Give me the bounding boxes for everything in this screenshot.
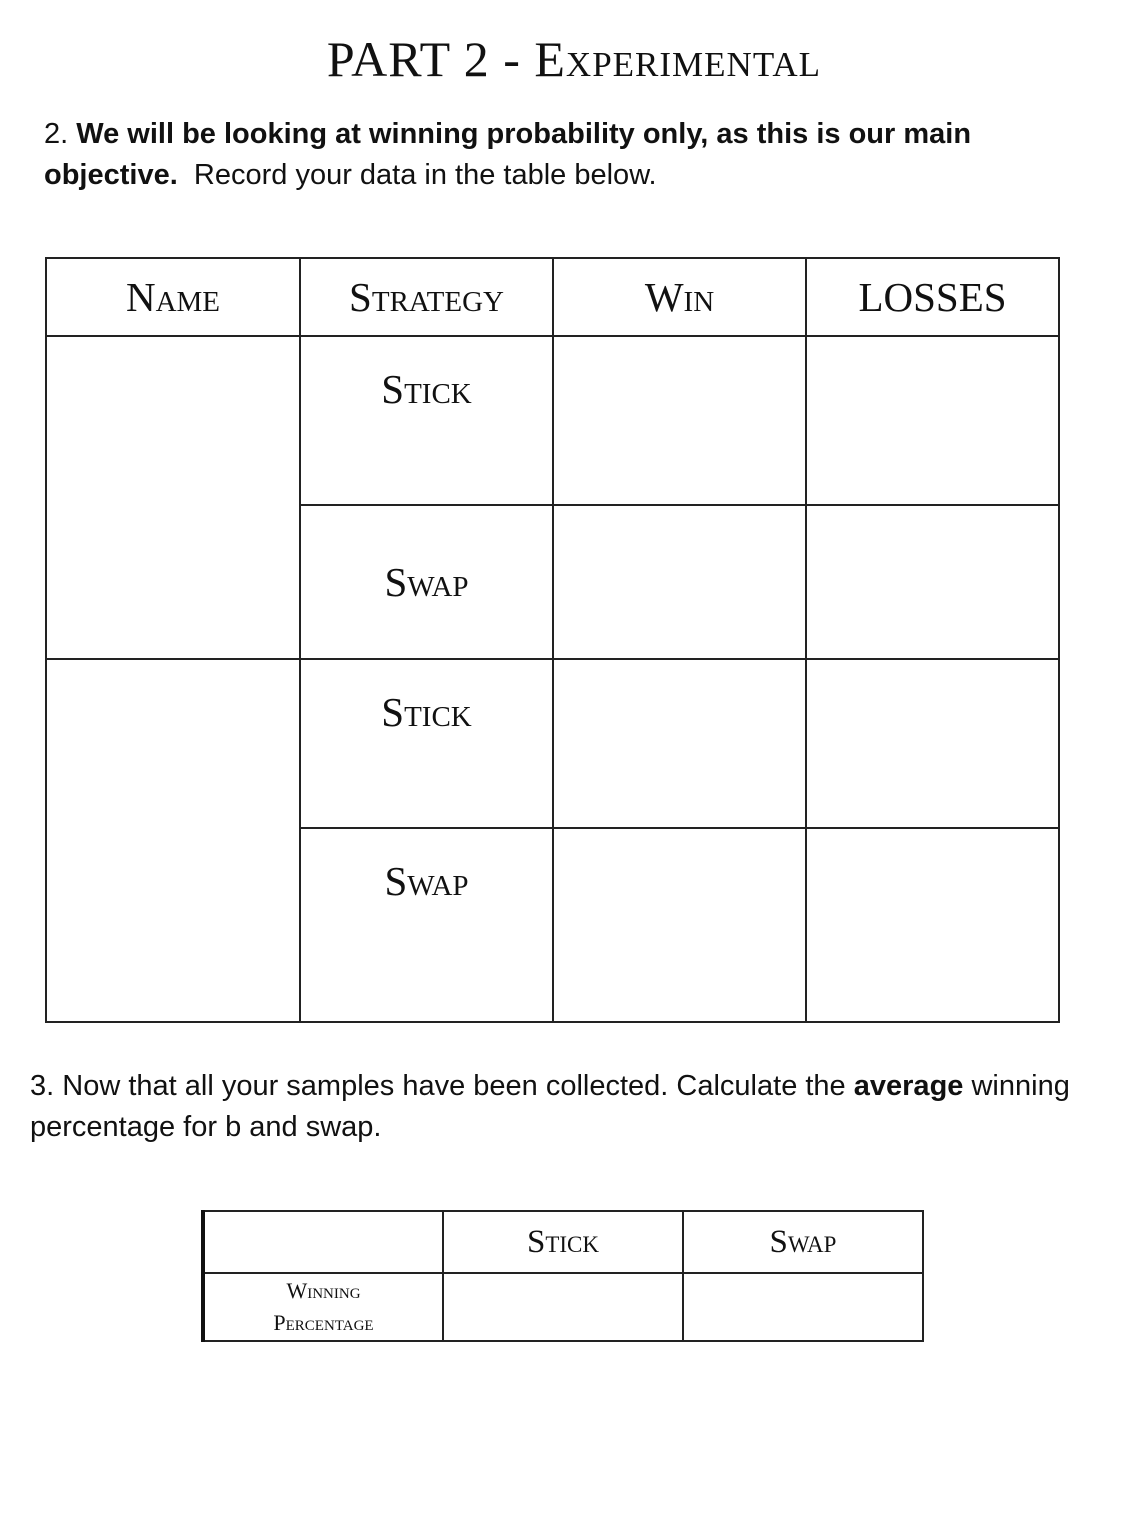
losses-cell[interactable] — [806, 336, 1059, 505]
name-cell[interactable] — [46, 659, 300, 1022]
question-2-bold-text: We will be looking at winning probability only, as this is our main objective. — [44, 118, 972, 191]
win-cell[interactable] — [553, 336, 806, 505]
summary-row — [203, 1273, 923, 1341]
winning-label-line1: Winning — [286, 1278, 361, 1303]
strategy-cell: Swap — [300, 505, 553, 659]
losses-cell[interactable] — [806, 505, 1059, 659]
header-losses: LOSSES — [806, 258, 1059, 336]
win-cell[interactable] — [553, 659, 806, 828]
name-cell[interactable] — [46, 336, 300, 659]
question-3-text: Now that all your samples have been collected. Calculate the — [62, 1070, 846, 1102]
win-cell[interactable] — [553, 828, 806, 1022]
winning-label-line2: Percentage — [273, 1310, 374, 1335]
question-3-text-end: winning percentage for b and swap. — [30, 1070, 1070, 1143]
question-2-number: 2. — [44, 118, 69, 150]
summary-header-row — [203, 1211, 923, 1273]
question-2 — [44, 114, 1104, 196]
table-row — [46, 659, 1059, 828]
summary-header-swap: Swap — [683, 1211, 923, 1273]
losses-cell[interactable] — [806, 659, 1059, 828]
data-table — [45, 257, 1060, 1023]
question-2-instruction: Record your data in the table below. — [193, 159, 657, 191]
losses-cell[interactable] — [806, 828, 1059, 1022]
header-strategy: Strategy — [300, 258, 553, 336]
strategy-cell: Stick — [300, 659, 553, 828]
header-win: Win — [553, 258, 806, 336]
summary-table — [201, 1210, 924, 1342]
swap-percentage-cell[interactable] — [683, 1273, 923, 1341]
question-3-bold-text: average — [853, 1070, 964, 1102]
summary-header-empty — [203, 1211, 443, 1273]
question-3-number: 3. — [30, 1070, 55, 1102]
page-title: PART 2 - Experimental — [326, 31, 822, 87]
header-name: Name — [46, 258, 300, 336]
win-cell[interactable] — [553, 505, 806, 659]
table-row — [46, 336, 1059, 505]
strategy-cell: Swap — [300, 828, 553, 1022]
stick-percentage-cell[interactable] — [443, 1273, 683, 1341]
winning-percentage-label — [203, 1273, 443, 1341]
question-3 — [30, 1066, 1090, 1148]
summary-header-stick: Stick — [443, 1211, 683, 1273]
strategy-cell: Stick — [300, 336, 553, 505]
data-table-header-row — [46, 258, 1059, 336]
